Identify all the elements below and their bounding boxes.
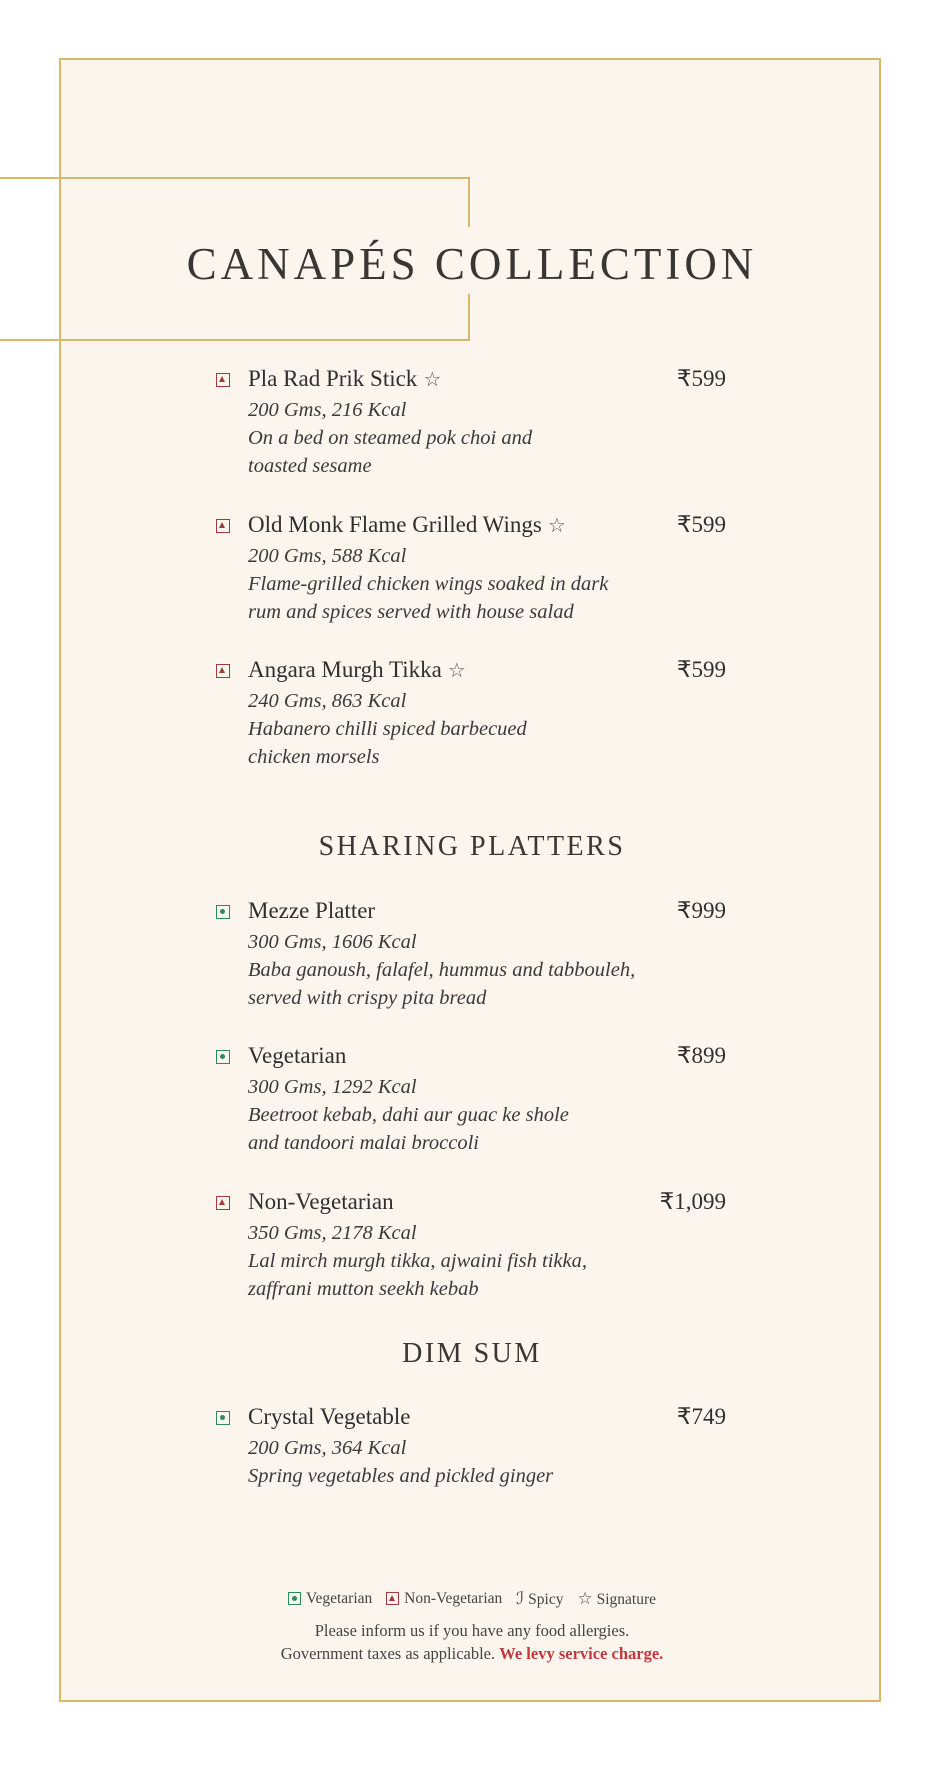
section-heading-dim-sum: DIM SUM (402, 1338, 542, 1369)
item-meta: 300 Gms, 1292 Kcal (248, 1076, 417, 1098)
legend-label: Signature (596, 1591, 656, 1608)
menu-item (216, 1404, 726, 1490)
item-name: Angara Murgh Tikka ☆ (248, 657, 466, 682)
vegetarian-icon (216, 1050, 230, 1064)
item-price: ₹749 (676, 1404, 726, 1429)
item-description: zaffrani mutton seekh kebab (248, 1278, 479, 1300)
item-price: ₹899 (676, 1043, 726, 1068)
item-price: ₹1,099 (659, 1189, 726, 1214)
signature-star-icon: ☆ (547, 515, 566, 537)
tax-text: Government taxes as applicable. (280, 1644, 496, 1663)
item-price: ₹599 (676, 366, 726, 391)
menu-item (216, 1189, 726, 1303)
item-name: Vegetarian (248, 1043, 347, 1068)
non-vegetarian-icon (216, 373, 230, 387)
legend-label: Vegetarian (306, 1590, 373, 1607)
item-meta: 200 Gms, 588 Kcal (248, 545, 407, 567)
item-description: and tandoori malai broccoli (248, 1132, 479, 1154)
item-description: toasted sesame (248, 455, 372, 477)
item-description: served with crispy pita bread (248, 987, 487, 1009)
star-icon: ☆ (577, 1589, 593, 1608)
item-price: ₹599 (676, 512, 726, 537)
item-meta: 300 Gms, 1606 Kcal (248, 931, 417, 953)
item-price: ₹599 (676, 657, 726, 682)
legend-spicy (516, 1589, 563, 1609)
chilli-icon: ℐ (516, 1589, 525, 1608)
legend-non-vegetarian (386, 1590, 502, 1608)
menu-item (216, 657, 726, 771)
signature-star-icon: ☆ (423, 369, 442, 391)
legend-vegetarian (288, 1590, 372, 1608)
item-price: ₹999 (676, 898, 726, 923)
item-description: On a bed on steamed pok choi and (248, 427, 533, 449)
item-description: chicken morsels (248, 746, 380, 768)
menu-item (216, 366, 726, 480)
title-decoration-line (468, 294, 470, 341)
item-meta: 240 Gms, 863 Kcal (248, 690, 407, 712)
item-meta: 200 Gms, 364 Kcal (248, 1437, 407, 1459)
vegetarian-icon (216, 905, 230, 919)
item-name: Non-Vegetarian (248, 1189, 394, 1214)
menu-item (216, 512, 726, 626)
item-description: Spring vegetables and pickled ginger (248, 1465, 554, 1487)
non-vegetarian-icon (386, 1592, 399, 1605)
item-description: Habanero chilli spiced barbecued (248, 718, 527, 740)
legend-label: Non-Vegetarian (404, 1590, 503, 1607)
legend-label: Spicy (528, 1591, 564, 1608)
item-description: Baba ganoush, falafel, hummus and tabbouleh, (248, 959, 636, 981)
section-heading-sharing-platters: SHARING PLATTERS (318, 831, 626, 862)
item-description: Lal mirch murgh tikka, ajwaini fish tikka, (248, 1250, 587, 1272)
legend (0, 1589, 944, 1609)
service-charge-text: We levy service charge. (499, 1644, 664, 1663)
page-title: CANAPÉS COLLECTION (186, 239, 758, 289)
non-vegetarian-icon (216, 519, 230, 533)
item-name: Old Monk Flame Grilled Wings ☆ (248, 512, 566, 537)
item-meta: 350 Gms, 2178 Kcal (248, 1222, 417, 1244)
menu-item (216, 898, 726, 1012)
item-name: Crystal Vegetable (248, 1404, 411, 1429)
item-name: Pla Rad Prik Stick ☆ (248, 366, 442, 391)
item-description: Flame-grilled chicken wings soaked in dark (248, 573, 609, 595)
non-vegetarian-icon (216, 1196, 230, 1210)
tax-note (0, 1644, 944, 1664)
item-description: rum and spices served with house salad (248, 601, 574, 623)
vegetarian-icon (288, 1592, 301, 1605)
legend-signature (577, 1589, 656, 1609)
menu-item (216, 1043, 726, 1157)
non-vegetarian-icon (216, 664, 230, 678)
vegetarian-icon (216, 1411, 230, 1425)
signature-star-icon: ☆ (447, 660, 466, 682)
item-name: Mezze Platter (248, 898, 376, 923)
allergy-note: Please inform us if you have any food allergies. (314, 1621, 630, 1640)
item-description: Beetroot kebab, dahi aur guac ke shole (248, 1104, 569, 1126)
item-meta: 200 Gms, 216 Kcal (248, 399, 407, 421)
title-decoration-line (468, 177, 470, 227)
